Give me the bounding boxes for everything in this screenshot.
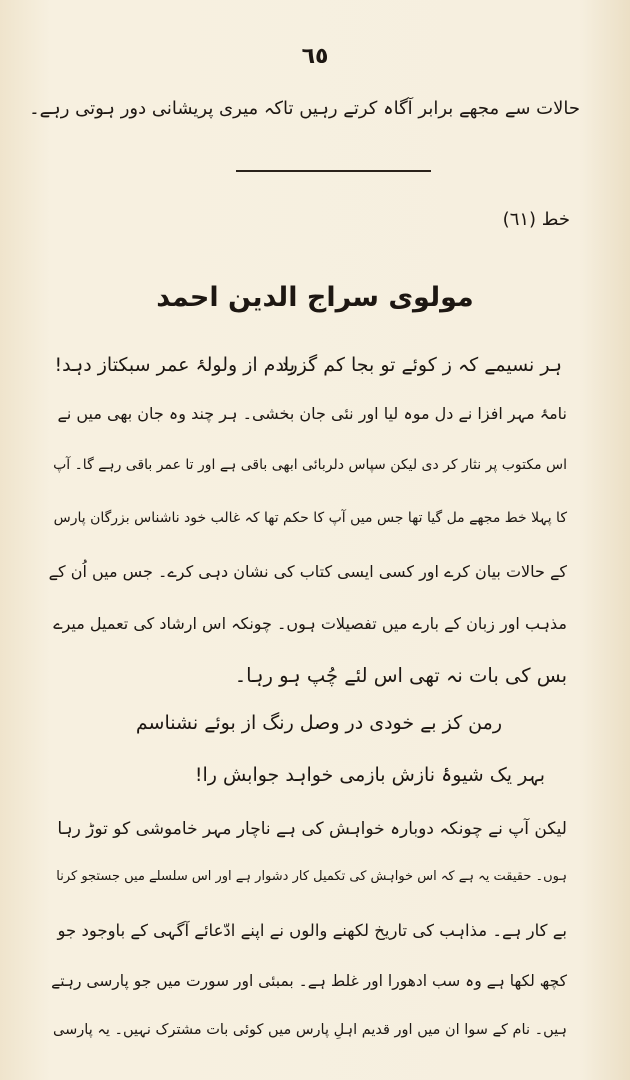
paragraph2-line: کچھ لکھا ہے وہ سب ادھورا اور غلط ہے۔ بمبئی اور سورت میں جو پارسی رہتے — [51, 972, 567, 990]
paragraph1-line: بس کی بات نہ تھی اس لئے چُپ ہو رہا۔ — [234, 664, 567, 687]
paragraph1-line: نامۂ مہر افزا نے دل موہ لیا اور نئی جان بخشی۔ ہر چند وہ جان بھی میں نے — [57, 404, 567, 423]
paragraph2-line: ہیں۔ نام کے سوا ان میں اور قدیم اہلِ پارس میں کوئی بات مشترک نہیں۔ یہ پارسی — [53, 1022, 567, 1038]
verse-line: بہر یک شیوۂ نازش بازمی خواہد جوابش را! — [194, 764, 545, 786]
divider-rule — [236, 170, 431, 172]
paragraph1-line: کے حالات بیان کرے اور کسی ایسی کتاب کی نشان دہی کرے۔ جس میں اُن کے — [48, 562, 567, 581]
paragraph2-line: بے کار ہے۔ مذاہب کی تاریخ لکھنے والوں نے اپنے ادّعائے آگہی کے باوجود جو — [57, 921, 567, 940]
verse-line: رمن کز بے خودی در وصل رنگ از بوئے نشناسم — [135, 712, 502, 734]
paragraph1-line: مذہب اور زبان کے بارے میں تفصیلات ہوں۔ چونکہ اس ارشاد کی تعمیل میرے — [53, 614, 567, 633]
opening-verse-left: یادم از ولولۂ عمر سبکتاز دہد! — [54, 354, 295, 376]
paragraph2-line: ہوں۔ حقیقت یہ ہے کہ اس خواہش کی تکمیل کار دشوار ہے اور اس سلسلے میں جستجو کرنا — [56, 869, 567, 884]
paragraph1-line: اس مکتوب پر نثار کر دی لیکن سپاس دلربائی ابھی باقی ہے اور تا عمر باقی رہے گا۔ آپ — [53, 457, 567, 473]
paragraph2-line: لیکن آپ نے چونکہ دوبارہ خواہش کی ہے ناچار مہر خاموشی کو توڑ رہا — [57, 819, 567, 839]
paragraph1-line: کا پہلا خط مجھے مل گیا تھا جس میں آپ کا حکم تھا کہ غالب خود ناشناس بزرگان پارس — [53, 510, 567, 526]
letter-number: خط (٦١) — [502, 209, 570, 230]
top-line: حالات سے مجھے برابر آگاہ کرتے رہیں تاکہ میری پریشانی دور ہوتی رہے۔ — [29, 98, 580, 119]
opening-verse-right: ہر نسیمے کہ ز کوئے تو بجا کم گزرد — [280, 354, 562, 376]
page-number: ٦٥ — [301, 44, 329, 69]
letter-heading: مولوی سراج الدین احمد — [156, 282, 474, 313]
